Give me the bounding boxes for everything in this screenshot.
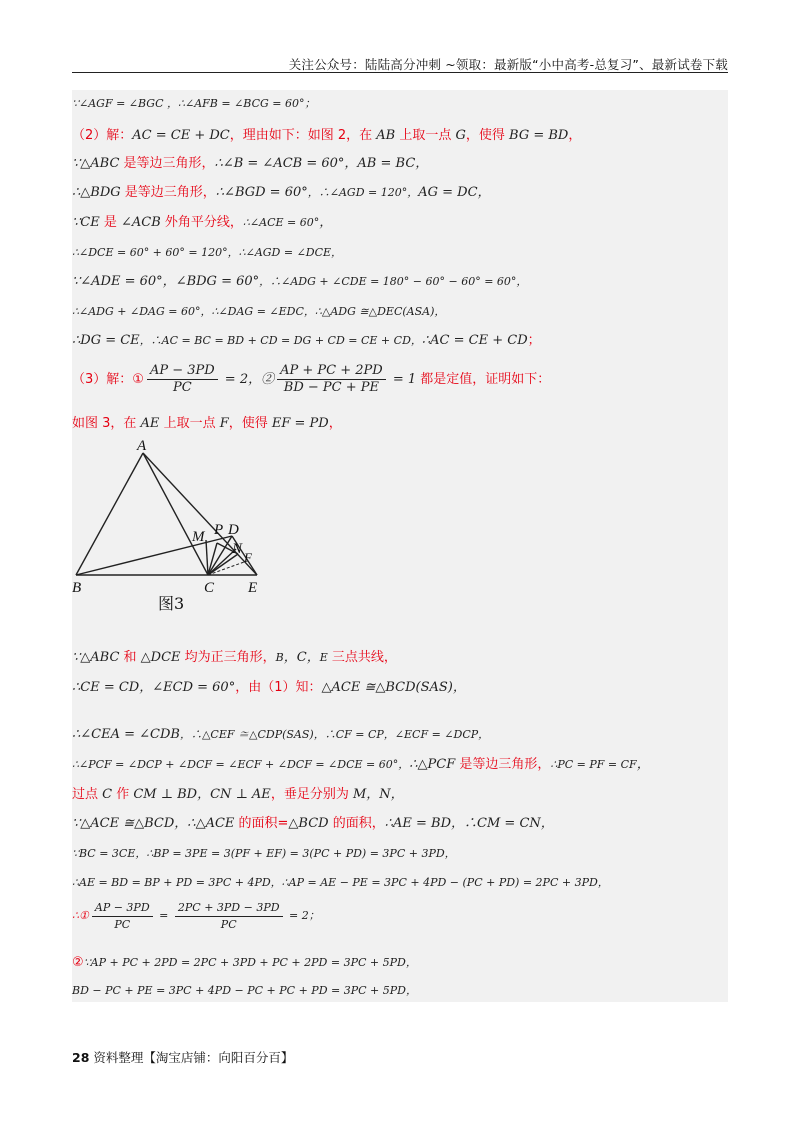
line-12: ∵△ABC 和 △DCE 均为正三角形，B，C，E 三点共线，	[72, 650, 397, 665]
line-18: ∵BC = 3CE，∴BP = 3PE = 3(PF + EF) = 3(PC + PD) = 3PC + 3PD，	[72, 847, 456, 860]
label-F: F	[244, 550, 252, 565]
line-1: ∵∠AGF = ∠BGC ，∴∠AFB = ∠BCG = 60°；	[72, 97, 316, 110]
solution-body	[72, 90, 728, 1002]
page-footer	[72, 1048, 293, 1066]
line-10-fractions: （3）解：① $\frac{AP - 3PD}{PC}$ = 2，② $\frac{AP + PC + 2PD}{BD - PC + PE}$ = 1 都是定值，证明如下：	[72, 363, 551, 395]
line-11: 如图 3，在 AE 上取一点 F，使得 EF = PD，	[72, 416, 342, 431]
label-D: D	[228, 522, 239, 538]
label-N: N	[232, 541, 243, 557]
line-9: ∴DG = CE，∴AC = BC = BD + CD = DG + CD = CE + CD，∴AC = CE + CD；	[72, 333, 541, 348]
line-5: ∵CE 是 ∠ACB 外角平分线，∴∠ACE = 60°，	[72, 215, 333, 230]
line-13: ∴CE = CD，∠ECD = 60°，由（1）知：△ACE ≅△BCD(SAS)，	[72, 680, 466, 695]
geometry-figure-3	[72, 440, 292, 620]
line-3: ∵△ABC 是等边三角形，∴∠B = ∠ACB = 60°，AB = BC，	[72, 156, 429, 171]
label-P: P	[214, 522, 224, 538]
fraction-1: $\frac{AP - 3PD}{PC}$	[147, 363, 218, 396]
line-15: ∴∠PCF = ∠DCP + ∠DCF = ∠ECF + ∠DCF = ∠DCE = 60°，∴△PCF 是等边三角形，∴PC = PF = CF，	[72, 757, 650, 772]
line-16: 过点 C 作 CM ⊥ BD，CN ⊥ AE，垂足分别为 M，N，	[72, 787, 404, 802]
header-divider	[72, 72, 728, 73]
line-4: ∴△BDG 是等边三角形，∴∠BGD = 60°，∴∠AGD = 120°，AG = DC，	[72, 185, 491, 200]
page-header: 关注公众号：陆陆高分冲刺 ~领取：最新版“小中高考-总复习”、最新试卷下载	[288, 57, 728, 72]
figure-caption: 图3	[158, 594, 185, 613]
line-22: BD − PC + PE = 3PC + 4PD − PC + PC + PD = 3PC + 5PD，	[72, 984, 417, 997]
line-14: ∴∠CEA = ∠CDB，∴△CEF ≅△CDP(SAS)，∴CF = CP，∠ECF = ∠DCP，	[72, 727, 490, 742]
label-C: C	[204, 580, 215, 596]
line-19: ∴AE = BD = BP + PD = 3PC + 4PD，∴AP = AE − PE = 3PC + 4PD − (PC + PD) = 2PC + 3PD，	[72, 876, 609, 889]
line-7: ∵∠ADE = 60°，∠BDG = 60°，∴∠ADG + ∠CDE = 180° − 60° − 60° = 60°，	[72, 274, 528, 289]
label-E: E	[248, 580, 258, 596]
line-21: ②∵AP + PC + 2PD = 2PC + 3PD + PC + 2PD = 3PC + 5PD，	[72, 955, 417, 970]
line-20-fractions: ∴① $\frac{AP - 3PD}{PC}$ = $\frac{2PC + 3PD - 3PD}{PC}$ = 2；	[72, 900, 320, 931]
fraction-2: $\frac{AP + PC + 2PD}{BD - PC + PE}$	[277, 363, 386, 396]
line-6: ∴∠DCE = 60° + 60° = 120°，∴∠AGD = ∠DCE，	[72, 246, 343, 259]
label-M: M	[192, 529, 205, 545]
page-number: 28	[72, 1050, 90, 1065]
label-B: B	[72, 580, 82, 596]
fraction-3: $\frac{AP - 3PD}{PC}$	[92, 900, 153, 933]
label-A: A	[137, 440, 147, 454]
fraction-4: $\frac{2PC + 3PD - 3PD}{PC}$	[175, 900, 283, 933]
line-2: （2）解：AC = CE + DC，理由如下：如图 2，在 AB 上取一点 G，使得 BG = BD，	[72, 128, 582, 143]
line-8: ∴∠ADG + ∠DAG = 60°，∴∠DAG = ∠EDC，∴△ADG ≅△DEC(ASA)，	[72, 305, 446, 318]
line-17: ∵△ACE ≅△BCD，∴△ACE 的面积=△BCD 的面积，∴AE = BD，∴CM = CN，	[72, 816, 554, 831]
footer-text: 资料整理【淘宝店铺：向阳百分百】	[93, 1050, 294, 1065]
